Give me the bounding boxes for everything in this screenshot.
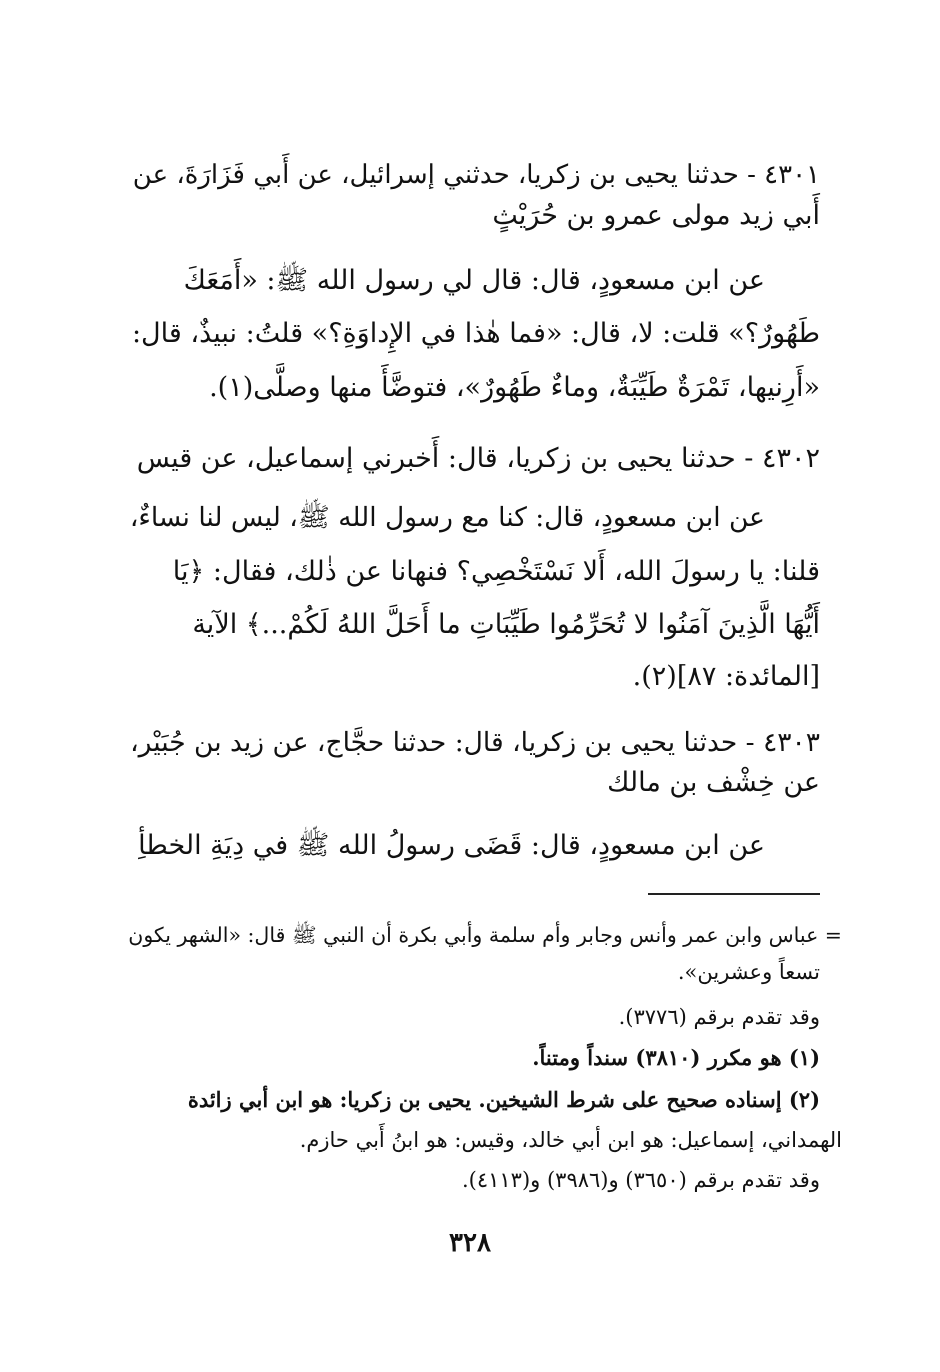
footnote-line: وقد تقدم برقم (٣٦٥٠) و(٣٩٨٦) و(٤١١٣).: [461, 1168, 820, 1192]
footnote-2: (٢) إسناده صحيح على شرط الشيخين. يحيى بن زكريا: هو ابن أبي زائدة: [187, 1087, 820, 1112]
isnad-line: ٤٣٠١ - حدثنا يحيى بن زكريا، حدثني إسرائيل، عن أَبي فَزَارَةَ، عن: [132, 160, 820, 190]
matn-line: أَيُّهَا الَّذِينَ آمَنُوا لا تُحَرِّمُوا طَيِّبَاتِ ما أَحَلَّ اللهُ لَكُمْ...﴾ الآية: [192, 609, 820, 640]
footnote-1: (١) هو مكرر (٣٨١٠) سنداً ومتناً.: [532, 1045, 820, 1070]
matn-line: «أَرِنيها، تَمْرَةٌ طَيِّبَةٌ، وماءٌ طَهُورٌ»، فتوضَّأَ منها وصلَّى(١).: [209, 372, 820, 403]
footnotes: [120, 0, 842, 1200]
matn-line: طَهُورٌ؟» قلت: لا، قال: «فما هٰذا في الإِداوَةِ؟» قلتُ: نبيذٌ، قال:: [131, 318, 820, 349]
page-number: ٣٢٨: [449, 1228, 491, 1258]
footnote-line: وقد تقدم برقم (٣٧٧٦).: [618, 1005, 820, 1029]
footnote-line: الهمداني، إسماعيل: هو ابن أبي خالد، وقيس: هو ابنُ أَبي حازم.: [299, 1128, 842, 1152]
matn-line: [المائدة: ٨٧](٢).: [632, 661, 820, 692]
matn-line: عن ابن مسعودٍ، قال: كنا مع رسول الله ﷺ، ليس لنا نساءٌ،: [129, 502, 765, 533]
footnote-line: تسعاً وعشرين».: [677, 960, 820, 984]
matn-line: عن ابن مسعودٍ، قال: قَضَى رسولُ الله ﷺ في دِيَةِ الخطأِ: [138, 830, 765, 861]
isnad-line: عن خِشْف بن مالك: [607, 767, 820, 798]
isnad-line: أَبي زيد مولى عمرو بن حُرَيْثٍ: [492, 200, 820, 231]
matn-line: عن ابن مسعودٍ، قال: قال لي رسول الله ﷺ: «أَمَعَكَ: [183, 265, 765, 296]
matn-line: قلنا: يا رسولَ الله، أَلا نَسْتَخْصِي؟ فنهانا عن ذٰلك، فقال: ﴿يَا: [172, 556, 820, 587]
footnote-line: = عباس وابن عمر وأنس وجابر وأم سلمة وأبي بكرة أن النبي ﷺ قال: «الشهر يكون: [128, 923, 842, 947]
isnad-line: ٤٣٠٣ - حدثنا يحيى بن زكريا، قال: حدثنا حجَّاج، عن زيد بن جُبَيْر،: [130, 727, 820, 758]
isnad-line: ٤٣٠٢ - حدثنا يحيى بن زكريا، قال: أَخبرني إسماعيل، عن قيس: [136, 443, 820, 474]
